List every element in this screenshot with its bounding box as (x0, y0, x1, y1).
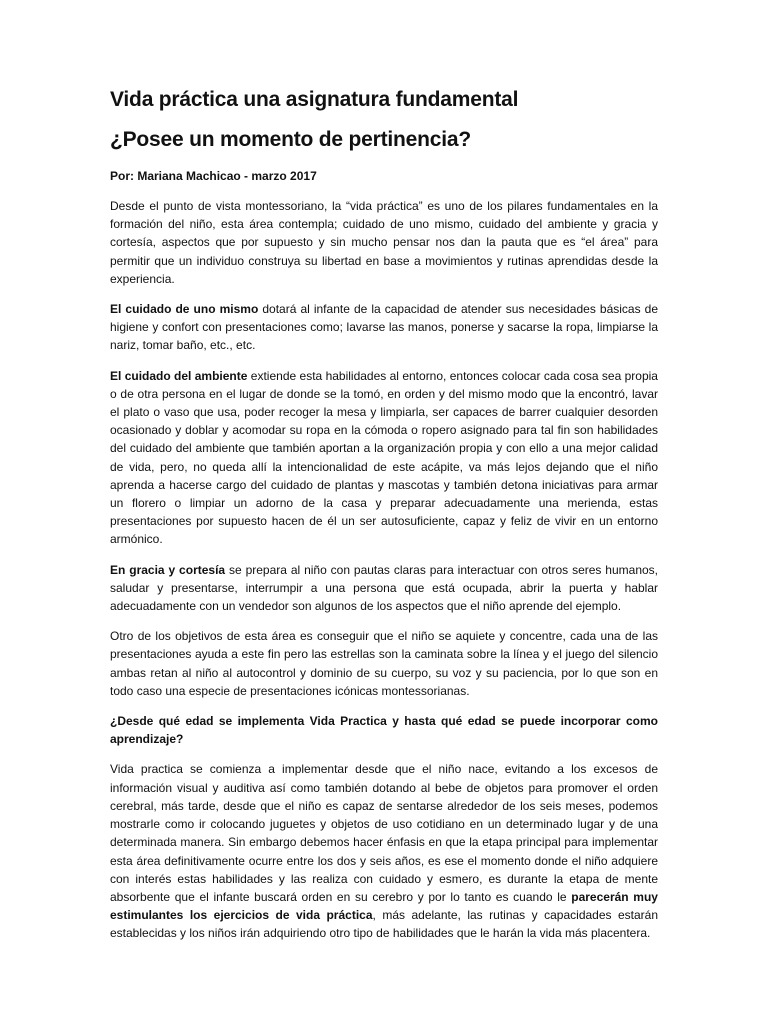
paragraph-implementation (110, 760, 658, 942)
section-question: ¿Desde qué edad se implementa Vida Practica y hasta qué edad se puede incorporar como aprendizaje? (110, 714, 658, 747)
paragraph-objectives: Otro de los objetivos de esta área es conseguir que el niño se aquiete y concentre, cada una de las presentaciones ayuda a este fin pero las estrellas son la caminata sobre la línea y el juego del silencio ambas retan al niño al autocontrol y dominio de su cuerpo, su voz y su paciencia, por lo que son en todo caso una especie de presentaciones icónicas montessorianas. (110, 629, 658, 698)
paragraph-implementation-emphasis: parecerán muy estimulantes los ejercicios de vida práctica (110, 889, 658, 923)
byline: Por: Mariana Machicao - marzo 2017 (110, 169, 317, 183)
article-title: Vida práctica una asignatura fundamental (110, 88, 519, 111)
article-subtitle: ¿Posee un momento de pertinencia? (110, 128, 471, 151)
paragraph-grace-courtesy-lead: En gracia y cortesía (110, 562, 226, 577)
paragraph-intro: Desde el punto de vista montessoriano, la “vida práctica” es uno de los pilares fundamentales en la formación del niño, esta área contempla; cuidado de uno mismo, cuidado del ambiente y gracia y cortesía, aspectos que por supuesto y sin mucho pensar nos dan la pauta que es “el área” para permitir que un individuo construya su libertad en base a movimientos y rutinas aprendidas desde la experiencia. (110, 199, 658, 286)
paragraph-self-care-lead: El cuidado de uno mismo (110, 302, 259, 317)
paragraph-environment-care (110, 367, 658, 549)
document-page (110, 86, 658, 955)
paragraph-implementation-end: , más adelante, las rutinas y capacidades estarán establecidas y los niños irán adquiriendo otro tipo de habilidades que le harán la vida más placentera. (110, 908, 659, 941)
paragraph-environment-care-lead: El cuidado del ambiente (110, 368, 248, 383)
paragraph-environment-care-body: extiende esta habilidades al entorno, entonces colocar cada cosa sea propia o de otra persona en el lugar de donde se la tomó, en orden y del mismo modo que la encontró, lavar el plato o vaso que usa, poder recoger la mesa y limpiarla, ser capaces de barrer cualquier desorden ocasionado y doblar y acomodar su ropa en la cómoda o ropero asignado para tal fin son habilidades del cuidado del ambiente que también aportan a la organización propia y con ello a una mejor calidad de vida, pero, no queda allí la intencionalidad de este acápite, va más lejos dejando que el niño aprenda a hacerse cargo del cuidado de plantas y mascotas y también detona iniciativas para armar un florero o limpiar un adorno de la casa y preparar adecuadamente una merienda, estas presentaciones por supuesto hacen de él un ser autosuficiente, capaz y feliz de vivir en un entorno armónico. (110, 368, 658, 547)
paragraph-grace-courtesy (110, 561, 658, 616)
paragraph-implementation-body: Vida practica se comienza a implementar desde que el niño nace, evitando a los excesos de información visual y auditiva así como también dotando al bebe de objetos para promover el orden cerebral, más tarde, desde que el niño es capaz de sentarse alrededor de los seis meses, podemos mostrarle como ir colocando juguetes y objetos de uso cotidiano en un determinado lugar y de una determinada manera. Sin embargo debemos hacer énfasis en que la etapa principal para implementar esta área definitivamente ocurre entre los dos y seis años, es ese el momento donde el niño adquiere con interés estas habilidades y las realiza con cuidado y esmero, es durante la etapa de mente absorbente que el infante buscará orden en su cerebro y por lo tanto es cuando le (110, 762, 658, 904)
paragraph-grace-courtesy-body: se prepara al niño con pautas claras para interactuar con otros seres humanos, saludar y presentarse, interrumpir a una persona que está ocupada, abrir la puerta y hablar adecuadamente con un vendedor son algunos de los aspectos que el niño aprende del ejemplo. (110, 562, 659, 614)
paragraph-self-care (110, 300, 658, 355)
paragraph-self-care-body: dotará al infante de la capacidad de atender sus necesidades básicas de higiene y confort con presentaciones como; lavarse las manos, ponerse y sacarse la ropa, limpiarse la nariz, tomar baño, etc., etc. (110, 302, 658, 353)
